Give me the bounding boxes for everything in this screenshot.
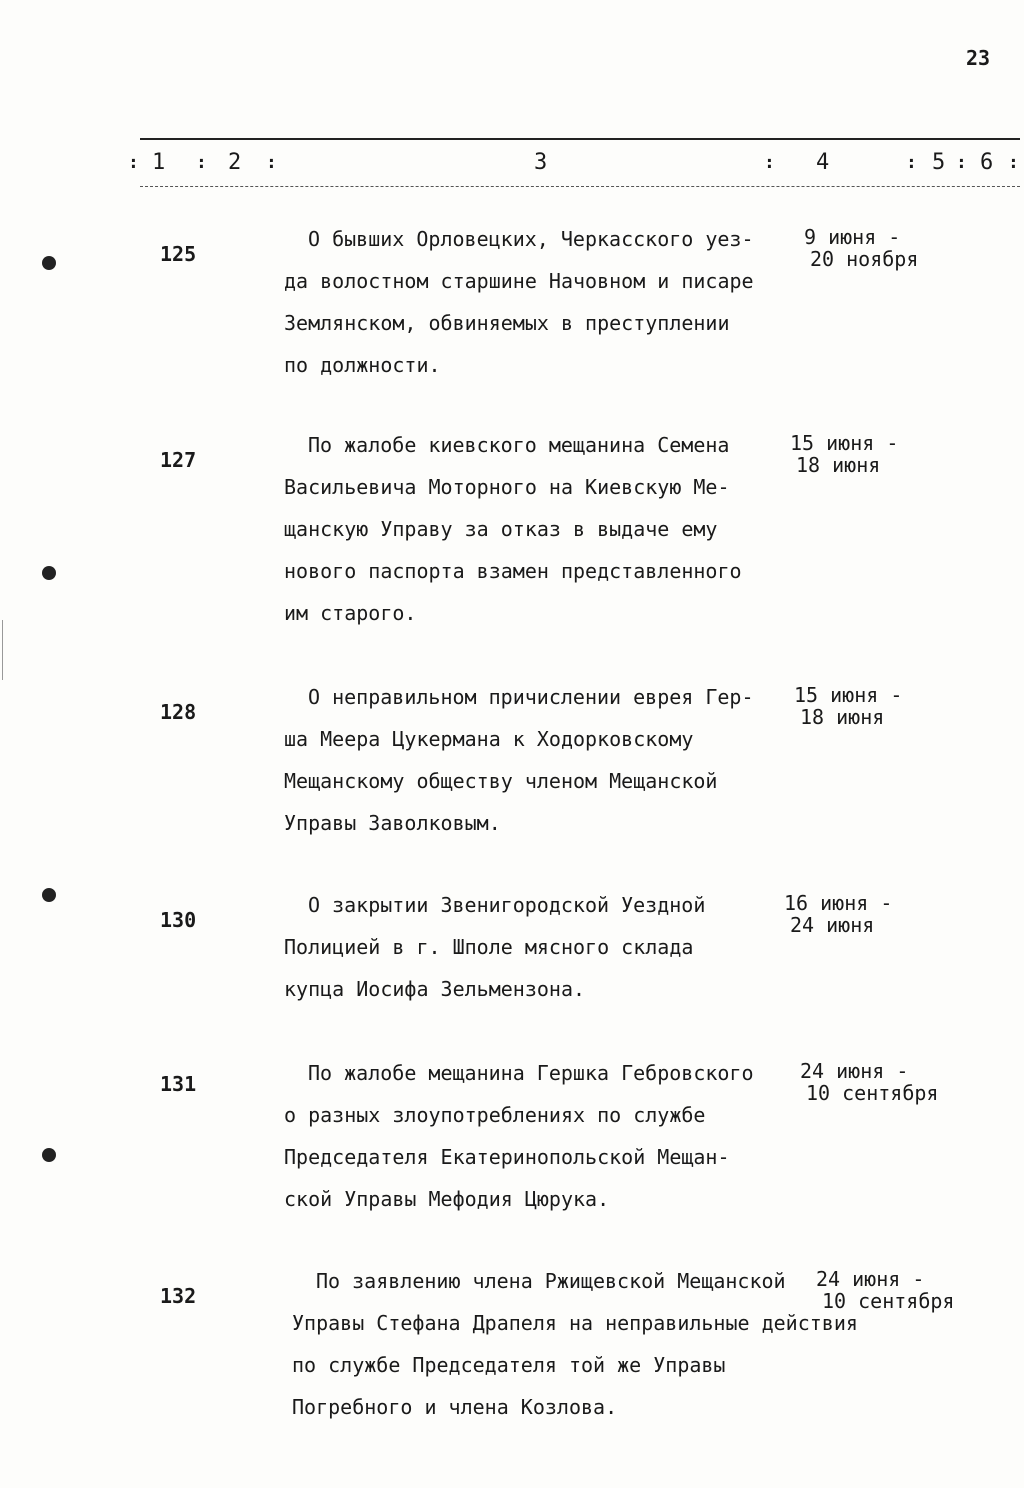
description-line: Управы Стефана Драпеля на неправильные действия	[292, 1311, 858, 1335]
date-start: 15 июня -	[790, 431, 899, 455]
column-header-1: 1	[152, 150, 166, 175]
column-separator: :	[764, 152, 775, 173]
record-dates	[794, 684, 902, 728]
record-description	[284, 884, 794, 1010]
record-dates	[800, 1060, 938, 1104]
column-header-3: 3	[534, 150, 548, 175]
description-line: по должности.	[284, 353, 441, 377]
description-line: щанскую Управу за отказ в выдаче ему	[284, 517, 718, 541]
description-line: ша Меера Цукермана к Ходорковскому	[284, 727, 694, 751]
date-start: 16 июня -	[784, 891, 893, 915]
record-description	[284, 424, 794, 634]
date-start: 9 июня -	[804, 225, 901, 249]
description-line: да волостном старшине Начовном и писаре	[284, 269, 754, 293]
record-number: 130	[160, 908, 197, 932]
description-line: о разных злоупотреблениях по службе	[284, 1103, 706, 1127]
description-line: По заявлению члена Ржищевской Мещанской	[316, 1269, 786, 1293]
date-end: 10 сентября	[822, 1289, 955, 1313]
date-start: 24 июня -	[816, 1267, 925, 1291]
description-line: ской Управы Мефодия Цюрука.	[284, 1187, 610, 1211]
description-line: О неправильном причислении еврея Гер-	[308, 685, 754, 709]
record-description	[284, 218, 794, 386]
binder-hole	[42, 888, 56, 902]
column-header-4: 4	[816, 150, 830, 175]
description-line: Васильевича Моторного на Киевскую Ме-	[284, 475, 730, 499]
description-line: Мещанскому обществу членом Мещанской	[284, 769, 718, 793]
record-number: 132	[160, 1284, 197, 1308]
column-separator: :	[266, 152, 277, 173]
record-number: 127	[160, 448, 197, 472]
binder-hole	[42, 256, 56, 270]
record-description	[292, 1260, 858, 1428]
binder-hole	[42, 566, 56, 580]
description-line: по службе Председателя той же Управы	[292, 1353, 726, 1377]
record-description	[284, 1052, 794, 1220]
description-line: им старого.	[284, 601, 417, 625]
date-end: 10 сентября	[806, 1081, 939, 1105]
date-end: 20 ноября	[810, 247, 919, 271]
description-line: По жалобе киевского мещанина Семена	[308, 433, 730, 457]
date-end: 24 июня	[790, 913, 875, 937]
header-rule-bottom	[140, 186, 1020, 187]
page-number: 23	[966, 46, 991, 70]
description-line: По жалобе мещанина Гершка Гебровского	[308, 1061, 754, 1085]
description-line: нового паспорта взамен представленного	[284, 559, 742, 583]
record-dates	[790, 432, 898, 476]
column-separator: :	[956, 152, 967, 173]
date-start: 15 июня -	[794, 683, 903, 707]
margin-mark	[2, 620, 3, 680]
column-header-5: 5	[932, 150, 946, 175]
column-separator: :	[128, 152, 139, 173]
column-header-2: 2	[228, 150, 242, 175]
record-number: 125	[160, 242, 197, 266]
column-header-6: 6	[980, 150, 994, 175]
column-separator: :	[906, 152, 917, 173]
header-rule-top	[140, 138, 1020, 140]
description-line: О закрытии Звенигородской Уездной	[308, 893, 706, 917]
binder-hole	[42, 1148, 56, 1162]
record-number: 131	[160, 1072, 197, 1096]
date-start: 24 июня -	[800, 1059, 909, 1083]
date-end: 18 июня	[800, 705, 885, 729]
record-dates	[804, 226, 918, 270]
record-dates	[784, 892, 892, 936]
description-line: Управы Заволковым.	[284, 811, 501, 835]
description-line: Погребного и члена Козлова.	[292, 1395, 618, 1419]
column-separator: :	[1008, 152, 1019, 173]
date-end: 18 июня	[796, 453, 881, 477]
description-line: Председателя Екатеринопольской Мещан-	[284, 1145, 730, 1169]
record-description	[284, 676, 794, 844]
description-line: Полицией в г. Шполе мясного склада	[284, 935, 694, 959]
record-dates	[816, 1268, 954, 1312]
description-line: Землянском, обвиняемых в преступлении	[284, 311, 730, 335]
description-line: купца Иосифа Зельмензона.	[284, 977, 586, 1001]
column-separator: :	[196, 152, 207, 173]
description-line: О бывших Орловецких, Черкасского уез-	[308, 227, 754, 251]
record-number: 128	[160, 700, 197, 724]
